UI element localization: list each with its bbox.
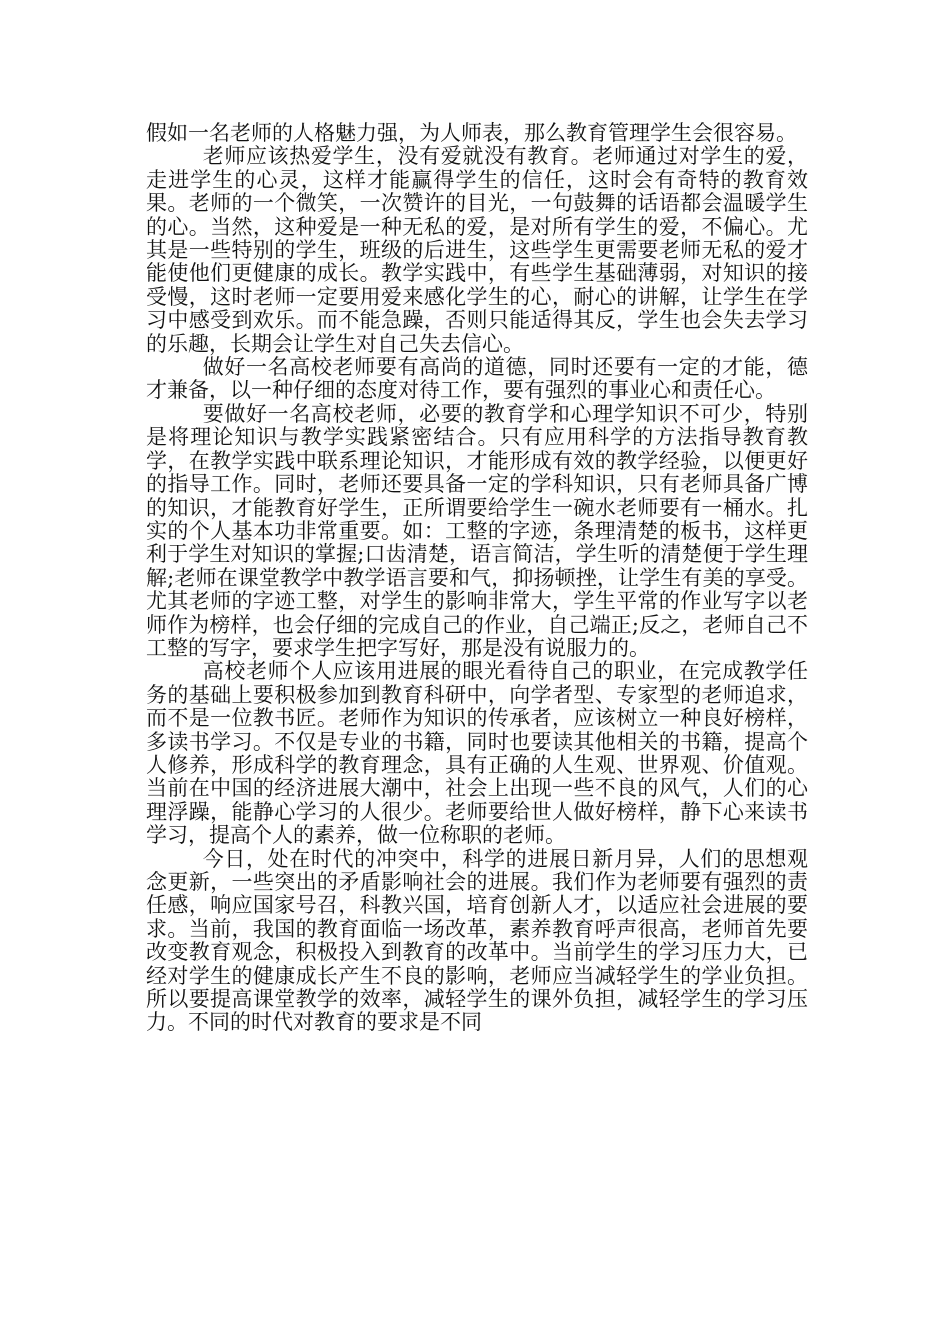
paragraph-5: 高校老师个人应该用进展的眼光看待自己的职业，在完成教学任务的基础上要积极参加到教育科研中，向学者型、专家型的老师追求，而不是一位教书匠。老师作为知识的传承者，应该树立一种良好榜样，多读书学习。不仅是专业的书籍，同时也要读其他相关的书籍，提高个人修养，形成科学的教育理念，具有正确的人生观、世界观、价值观。当前在中国的经济进展大潮中，社会上出现一些不良的风气，人们的心理浮躁，能静心学习的人很少。老师要给世人做好榜样，静下心来读书学习，提高个人的素养，做一位称职的老师。 <box>146 659 808 848</box>
paragraph-6: 今日，处在时代的冲突中，科学的进展日新月异，人们的思想观念更新，一些突出的矛盾影响社会的进展。我们作为老师要有强烈的责任感，响应国家号召，科教兴国，培育创新人才，以适应社会进展的要求。当前，我国的教育面临一场改革，素养教育呼声很高，老师首先要改变教育观念，积极投入到教育的改革中。当前学生的学习压力大，已经对学生的健康成长产生不良的影响，老师应当减轻学生的学业负担。所以要提高课堂教学的效率，减轻学生的课外负担，减轻学生的学习压力。不同的时代对教育的要求是不同 <box>146 846 808 1035</box>
paragraph-1: 假如一名老师的人格魅力强，为人师表，那么教育管理学生会很容易。 <box>146 121 797 145</box>
paragraph-3: 做好一名高校老师要有高尚的道德，同时还要有一定的才能，德才兼备，以一种仔细的态度对待工作，要有强烈的事业心和责任心。 <box>146 355 808 403</box>
paragraph-4: 要做好一名高校老师，必要的教育学和心理学知识不可少，特别是将理论知识与教学实践紧密结合。只有应用科学的方法指导教育教学，在教学实践中联系理论知识，才能形成有效的教学经验，以便更好的指导工作。同时，老师还要具备一定的学科知识，只有老师具备广博的知识，才能教育好学生，正所谓要给学生一碗水老师要有一桶水。扎实的个人基本功非常重要。如：工整的字迹，条理清楚的板书，这样更利于学生对知识的掌握;口齿清楚，语言简洁，学生听的清楚便于学生理解;老师在课堂教学中教学语言要和气，抑扬顿挫，让学生有美的享受。尤其老师的字迹工整，对学生的影响非常大，学生平常的作业写字以老师作为榜样，也会仔细的完成自己的作业，自己端正;反之，老师自己不工整的写字，要求学生把字写好，那是没有说服力的。 <box>146 401 808 660</box>
document-body <box>146 122 808 1035</box>
paragraph-2: 老师应该热爱学生，没有爱就没有教育。老师通过对学生的爱，走进学生的心灵，这样才能赢得学生的信任，这时会有奇特的教育效果。老师的一个微笑，一次赞许的目光，一句鼓舞的话语都会温暖学生的心。当然，这种爱是一种无私的爱，是对所有学生的爱，不偏心。尤其是一些特别的学生，班级的后进生，这些学生更需要老师无私的爱才能使他们更健康的成长。教学实践中，有些学生基础薄弱，对知识的接受慢，这时老师一定要用爱来感化学生的心，耐心的讲解，让学生在学习中感受到欢乐。而不能急躁，否则只能适得其反，学生也会失去学习的乐趣，长期会让学生对自己失去信心。 <box>146 144 808 356</box>
